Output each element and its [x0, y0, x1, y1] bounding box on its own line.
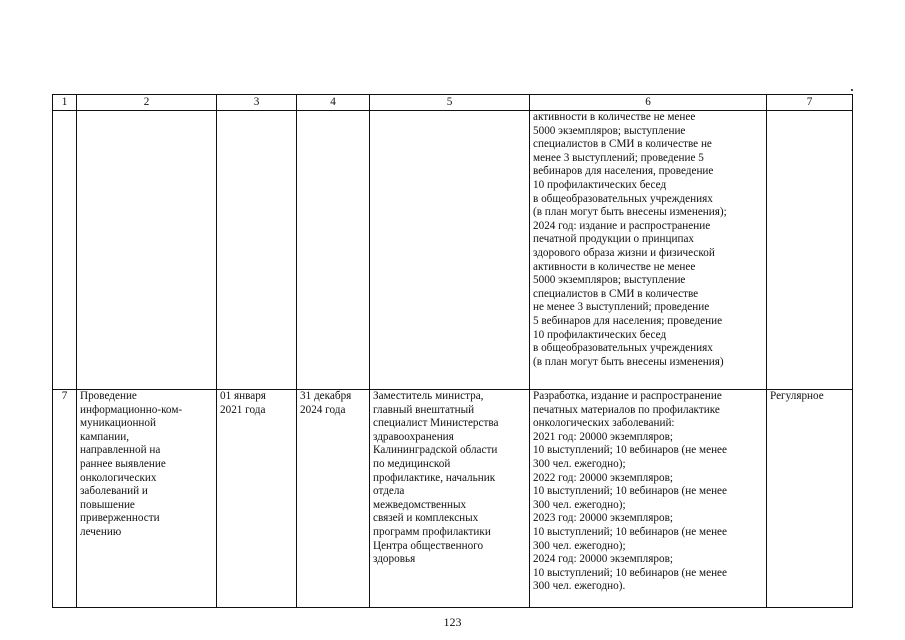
measures-table: [52, 94, 853, 608]
cell-measure: [77, 111, 217, 390]
cell-responsible: [370, 111, 530, 390]
cell-end-date: [297, 111, 370, 390]
cell-periodicity: [767, 111, 853, 390]
table-header-row: [53, 95, 853, 111]
table-row-continuation: [53, 111, 853, 390]
cell-number: [53, 111, 77, 390]
header-col-4: 4: [297, 95, 370, 111]
cell-responsible: Заместитель министра, главный внештатный специалист Министерства здравоохранения Калининградской области по медицинской профилактике, начальник отдела межведомственных связей и комплексных программ профилактики Центра общественного здоровья: [370, 390, 530, 608]
header-col-2: 2: [77, 95, 217, 111]
page-number: 123: [443, 615, 462, 629]
cell-number: 7: [53, 390, 77, 608]
scan-speck: [851, 89, 853, 91]
header-col-1: 1: [53, 95, 77, 111]
header-col-3: 3: [217, 95, 297, 111]
cell-expected-result: Разработка, издание и распространение печатных материалов по профилактике онкологических заболеваний: 2021 год: 20000 экземпляров; 10 выступлений; 10 вебинаров (не менее 300 чел. ежегодно); 2022 год: 20000 экземпляров; 10 выступлений; 10 вебинаров (не менее 300 чел. ежегодно); 2023 год: 20000 экземпляров; 10 выступлений; 10 вебинаров (не менее 300 чел. ежегодно); 2024 год: 20000 экземпляров; 10 выступлений; 10 вебинаров (не менее 300 чел. ежегодно).: [530, 390, 767, 608]
header-col-7: 7: [767, 95, 853, 111]
header-col-5: 5: [370, 95, 530, 111]
cell-start-date: [217, 111, 297, 390]
cell-periodicity: Регулярное: [767, 390, 853, 608]
cell-expected-result: активности в количестве не менее 5000 экземпляров; выступление специалистов в СМИ в количестве не менее 3 выступлений; проведение 5 вебинаров для населения, проведение 10 профилактических бесед в общеобразовательных учреждениях (в план могут быть внесены изменения); 2024 год: издание и распространение печатной продукции о принципах здорового образа жизни и физической активности в количестве не менее 5000 экземпляров; выступление специалистов в СМИ в количестве не менее 3 выступлений; проведение 5 вебинаров для населения; проведение 10 профилактических бесед в общеобразовательных учреждениях (в план могут быть внесены изменения): [530, 111, 767, 390]
header-col-6: 6: [530, 95, 767, 111]
cell-measure: Проведение информационно-ком- муникационной кампании, направленной на раннее выявление онкологических заболеваний и повышение приверженности лечению: [77, 390, 217, 608]
cell-start-date: 01 января 2021 года: [217, 390, 297, 608]
cell-end-date: 31 декабря 2024 года: [297, 390, 370, 608]
table-row-7: [53, 390, 853, 608]
